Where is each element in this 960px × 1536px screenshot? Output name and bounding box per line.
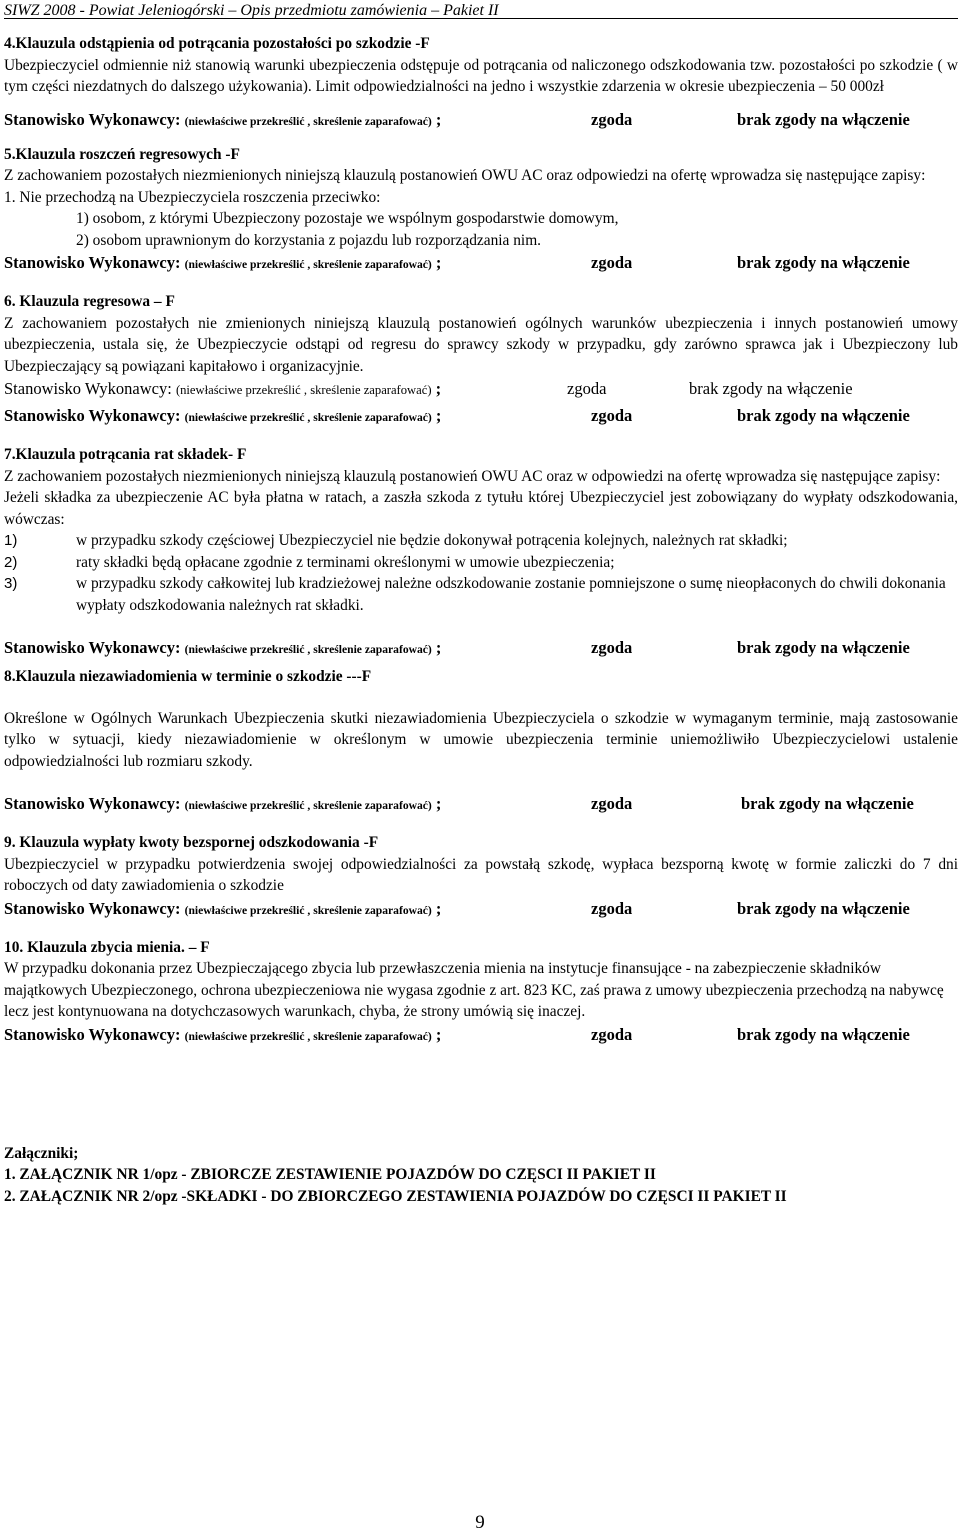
clause-10-heading: 10. Klauzula zbycia mienia. – F [4, 938, 210, 956]
clause-5-point: 1. Nie przechodzą na Ubezpieczyciela roszczenia przeciwko: [4, 188, 381, 206]
option-disagree[interactable]: brak zgody na włączenie [737, 406, 910, 425]
contractor-position-9: Stanowisko Wykonawcy: (niewłaściwe przekreślić , skreślenie zaparafować) ; zgoda brak zgody na włączenie [4, 897, 958, 923]
page-number: 9 [475, 1512, 485, 1533]
attachments-heading: Załączniki; [4, 1144, 79, 1162]
contractor-position-5: Stanowisko Wykonawcy: (niewłaściwe przekreślić , skreślenie zaparafować) ; zgoda brak zgody na włączenie [4, 251, 958, 277]
clause-6 [4, 291, 958, 430]
contractor-position-4: Stanowisko Wykonawcy: (niewłaściwe przekreślić , skreślenie zaparafować) ; zgoda brak zgody na włączenie [4, 108, 958, 134]
option-agree[interactable]: zgoda [591, 253, 633, 272]
contractor-position-10: Stanowisko Wykonawcy: (niewłaściwe przekreślić , skreślenie zaparafować) ; zgoda brak zgody na włączenie [4, 1023, 958, 1049]
clause-7-body2: Jeżeli składka za ubezpieczenie AC była płatna w ratach, a zaszła szkoda z tytułu której Ubezpieczyciel jest zobowiązany do wypłaty odszkodowania, wówczas: [4, 489, 958, 528]
option-agree[interactable]: zgoda [591, 406, 633, 425]
clause-9-heading: 9. Klauzula wypłaty kwoty bezspornej odszkodowania -F [4, 834, 379, 851]
clause-5-item: 1) osobom, z którymi Ubezpieczony pozostaje we wspólnym gospodarstwie domowym, [76, 210, 619, 227]
option-agree[interactable]: zgoda [591, 638, 633, 657]
option-agree[interactable]: zgoda [591, 109, 633, 129]
option-disagree[interactable]: brak zgody na włączenie [689, 379, 853, 398]
attachment-item: 2. ZAŁĄCZNIK NR 2/opz -SKŁADKI - DO ZBIORCZEGO ZESTAWIENIA POJAZDÓW DO CZĘSCI II PAKIET II [4, 1187, 787, 1205]
option-disagree[interactable]: brak zgody na włączenie [737, 638, 910, 657]
option-disagree[interactable]: brak zgody na włączenie [737, 253, 910, 272]
option-disagree[interactable]: brak zgody na włączenie [741, 794, 914, 813]
clause-8-body: Określone w Ogólnych Warunkach Ubezpieczenia skutki niezawiadomienia Ubezpieczyciela o szkodzie w wymaganym terminie, mają zastosowanie tylko w sytuacji, kiedy niezawiadomienie w określonym w umowie ubezpieczenia terminie uniemożliwiło Ubezpieczycielowi ustalenie odpowiedzialności lub rozmiaru szkody. [4, 709, 958, 770]
clause-5 [4, 144, 958, 278]
page-header: SIWZ 2008 - Powiat Jeleniogórski – Opis przedmiotu zamówienia – Pakiet II [4, 0, 958, 19]
option-disagree[interactable]: brak zgody na włączenie [737, 1024, 910, 1044]
attachment-item: 1. ZAŁĄCZNIK NR 1/opz - ZBIORCZE ZESTAWIENIE POJAZDÓW DO CZĘSCI II PAKIET II [4, 1166, 656, 1183]
clause-7-heading: 7.Klauzula potrącania rat składek- F [4, 446, 247, 463]
clause-9 [4, 832, 958, 923]
attachments [4, 1143, 958, 1208]
position-label: Stanowisko Wykonawcy: [4, 109, 181, 129]
clause-7-item: 2) raty składki będą opłacane zgodnie z terminami określonymi w umowie ubezpieczenia; [4, 553, 615, 571]
clause-6-heading: 6. Klauzula regresowa – F [4, 293, 175, 310]
contractor-position-7: Stanowisko Wykonawcy: (niewłaściwe przekreślić , skreślenie zaparafować) ; zgoda brak zgody na włączenie [4, 636, 958, 662]
clause-7-item: 3) w przypadku szkody całkowitej lub kradzieżowej należne odszkodowanie zostanie pomniejszone o sumę nieopłaconych do chwili dokonania wypłaty odszkodowania należnych rat składki. [4, 575, 946, 614]
clause-5-item: 2) osobom uprawnionym do korzystania z pojazdu lub rozporządzania nim. [76, 231, 542, 249]
option-agree[interactable]: zgoda [591, 794, 633, 813]
option-disagree[interactable]: brak zgody na włączenie [737, 898, 910, 918]
clause-10-body: W przypadku dokonania przez Ubezpieczającego zbycia lub przewłaszczenia mienia na instytucje finansujące - na zabezpieczenie składników majątkowych Ubezpieczonego, ochrona ubezpieczeniowa nie wygasa zgodnie z art. 823 KC, zaś prawa z umowy ubezpieczenia przechodzą na nabywcę lecz jest kontynuowana na dotychczasowych warunkach, chyba, że strony umówią się inaczej. [4, 960, 944, 1020]
clause-4-body: Ubezpieczyciel odmiennie niż stanowią warunki ubezpieczenia odstępuje od potrącania od naliczonego odszkodowania tzw. pozostałości po szkodzie ( w tym części niezdatnych do dalszego użykowania). Limit odpowiedzialności na jedno i wszystkie zdarzenia w okresie ubezpieczenia – 50 000zł [4, 56, 958, 95]
clause-10 [4, 937, 958, 1049]
clause-4-heading: 4.Klauzula odstąpienia od potrącania pozostałości po szkodzie -F [4, 35, 430, 52]
option-agree[interactable]: zgoda [567, 379, 607, 398]
clause-7 [4, 444, 958, 662]
contractor-position-6a: Stanowisko Wykonawcy: (niewłaściwe przekreślić , skreślenie zaparafować) ; zgoda brak zgody na włączenie [4, 377, 958, 402]
clause-6-body: Z zachowaniem pozostałych nie zmienionych niniejszą klauzulą postanowień ogólnych warunków ubezpieczenia i innych postanowień umowy ubezpieczenia, ustala się, że Ubezpieczycie odstąpi od regresu do sprawcy szkody w przypadku, gdy zarówno sprawca jak i Ubezpieczony lub Ubezpieczający są powiązani kapitałowo i organizacyjnie. [4, 314, 958, 375]
option-agree[interactable]: zgoda [591, 898, 633, 918]
contractor-position-6b: Stanowisko Wykonawcy: (niewłaściwe przekreślić , skreślenie zaparafować) ; zgoda brak zgody na włączenie [4, 404, 958, 430]
clause-8-heading: 8.Klauzula niezawiadomienia w terminie o szkodzie ---F [4, 668, 372, 685]
document-page [4, 0, 958, 1207]
clause-9-body: Ubezpieczyciel w przypadku potwierdzenia swojej odpowiedzialności za powstałą szkodę, wypłaca bezsporną kwotę w formie zaliczki do 7 dni roboczych od daty zawiadomienia o szkodzie [4, 855, 958, 894]
option-disagree[interactable]: brak zgody na włączenie [737, 109, 910, 129]
clause-4 [4, 33, 958, 134]
clause-8 [4, 666, 958, 818]
clause-7-body: Z zachowaniem pozostałych niezmienionych niniejszą klauzulą postanowień OWU AC oraz w odpowiedzi na ofertę wprowadza się następujące zapisy: [4, 467, 941, 485]
clause-5-body: Z zachowaniem pozostałych niezmienionych niniejszą klauzulą postanowień OWU AC oraz odpowiedzi na ofertę wprowadza się następujące zapisy: [4, 167, 926, 184]
option-agree[interactable]: zgoda [591, 1024, 633, 1044]
contractor-position-8: Stanowisko Wykonawcy: (niewłaściwe przekreślić , skreślenie zaparafować) ; zgoda brak zgody na włączenie [4, 792, 958, 818]
position-note: (niewłaściwe przekreślić , skreślenie zaparafować) [184, 114, 432, 128]
clause-5-heading: 5.Klauzula roszczeń regresowych -F [4, 145, 240, 163]
clause-7-item: 1) w przypadku szkody częściowej Ubezpieczyciel nie będzie dokonywał potrącenia kolejnych, należnych rat składki; [4, 532, 788, 549]
